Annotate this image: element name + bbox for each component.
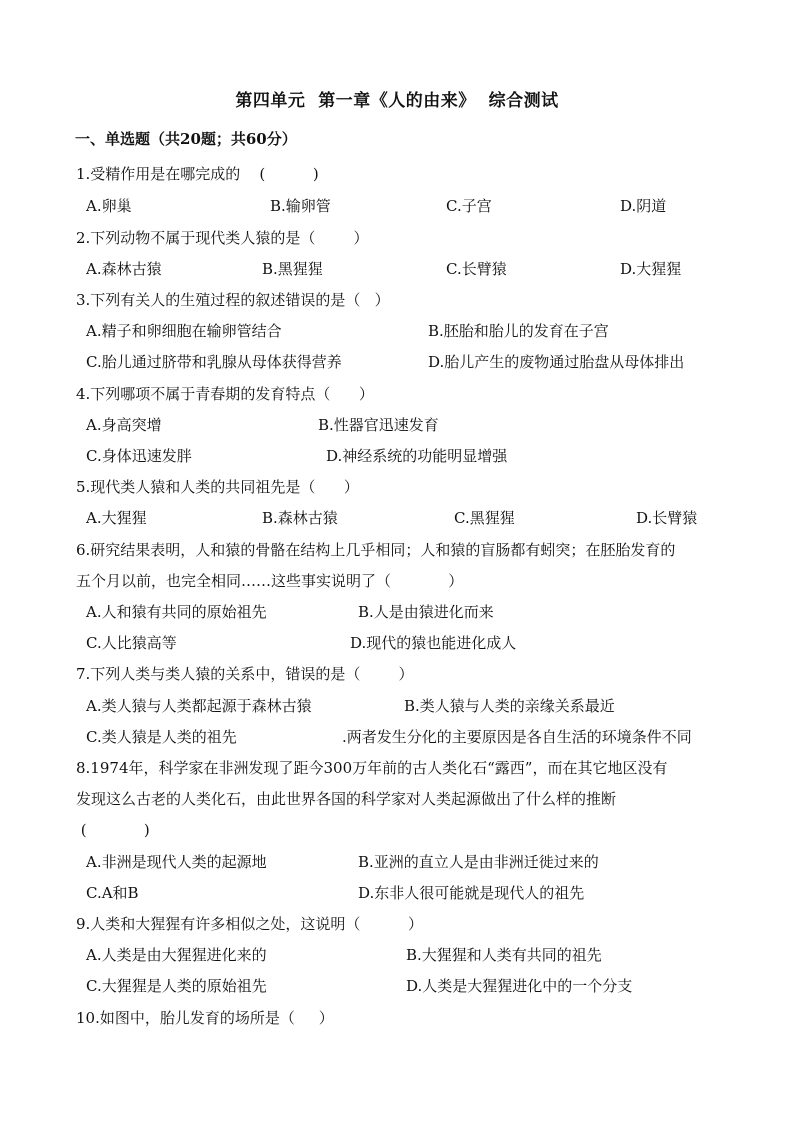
question-8-stem-line-3: ( ) xyxy=(76,821,150,839)
question-5-option-b: B.森林古猿 xyxy=(262,509,338,527)
question-1-stem: 1.受精作用是在哪完成的 ( ) xyxy=(76,165,319,183)
question-2-option-a: A.森林古猿 xyxy=(86,260,162,278)
question-1-option-b: B.输卵管 xyxy=(270,197,331,215)
question-7-option-d: .两者发生分化的主要原因是各自生活的环境条件不同 xyxy=(342,728,692,746)
question-7-stem: 7.下列人类与类人猿的关系中，错误的是（ ） xyxy=(76,665,414,683)
question-7-option-a: A.类人猿与人类都起源于森林古猿 xyxy=(86,697,312,715)
question-8-stem-line-1: 8.1974年，科学家在非洲发现了距今300万年前的古人类化石“露西”，而在其它地区没有 xyxy=(76,759,668,777)
question-2-option-c: C.长臂猿 xyxy=(446,260,507,278)
question-8-option-c: C.A和B xyxy=(86,884,139,902)
question-2-option-b: B.黑猩猩 xyxy=(262,260,323,278)
question-4-option-a: A.身高突增 xyxy=(86,416,162,434)
question-3-stem: 3.下列有关人的生殖过程的叙述错误的是（ ） xyxy=(76,291,390,309)
question-6-stem-line-2: 五个月以前，也完全相同……这些事实说明了（ ） xyxy=(76,572,464,590)
page-title: 第四单元 第一章《人的由来》 综合测试 xyxy=(235,91,559,111)
question-1-option-c: C.子宫 xyxy=(446,197,492,215)
question-7-option-b: B.类人猿与人类的亲缘关系最近 xyxy=(404,697,615,715)
question-2-option-d: D.大猩猩 xyxy=(620,260,682,278)
question-4-option-d: D.神经系统的功能明显增强 xyxy=(326,447,508,465)
question-7-option-c: C.类人猿是人类的祖先 xyxy=(86,728,237,746)
section-heading: 一、单选题（共20题；共60分） xyxy=(75,130,297,148)
question-2-stem: 2.下列动物不属于现代类人猿的是（ ） xyxy=(76,229,369,247)
question-9-stem: 9.人类和大猩猩有许多相似之处，这说明（ ） xyxy=(76,915,423,933)
question-1-option-a: A.卵巢 xyxy=(86,197,132,215)
question-6-option-c: C.人比猿高等 xyxy=(86,634,177,652)
question-3-option-a: A.精子和卵细胞在输卵管结合 xyxy=(86,322,282,340)
question-4-stem: 4.下列哪项不属于青春期的发育特点（ ） xyxy=(76,385,374,403)
question-8-option-a: A.非洲是现代人类的起源地 xyxy=(86,853,267,871)
question-4-option-c: C.身体迅速发胖 xyxy=(86,447,192,465)
question-5-option-d: D.长臂猿 xyxy=(636,509,698,527)
question-1-option-d: D.阴道 xyxy=(620,197,667,215)
question-5-stem: 5.现代类人猿和人类的共同祖先是（ ） xyxy=(76,478,359,496)
question-3-option-c: C.胎儿通过脐带和乳腺从母体获得营养 xyxy=(86,353,342,371)
question-9-option-c: C.大猩猩是人类的原始祖先 xyxy=(86,977,267,995)
question-6-option-d: D.现代的猿也能进化成人 xyxy=(350,634,517,652)
question-6-stem-line-1: 6.研究结果表明，人和猿的骨骼在结构上几乎相同；人和猿的盲肠都有蚓突；在胚胎发育的 xyxy=(76,541,676,559)
question-10-stem: 10.如图中，胎儿发育的场所是（ ） xyxy=(76,1009,334,1027)
question-3-option-b: B.胚胎和胎儿的发育在子宫 xyxy=(428,322,609,340)
question-5-option-a: A.大猩猩 xyxy=(86,509,147,527)
question-8-option-d: D.东非人很可能就是现代人的祖先 xyxy=(358,884,585,902)
question-9-option-b: B.大猩猩和人类有共同的祖先 xyxy=(406,946,602,964)
question-6-option-a: A.人和猿有共同的原始祖先 xyxy=(86,603,267,621)
question-9-option-d: D.人类是大猩猩进化中的一个分支 xyxy=(406,977,633,995)
question-8-option-b: B.亚洲的直立人是由非洲迁徙过来的 xyxy=(358,853,599,871)
question-8-stem-line-2: 发现这么古老的人类化石，由此世界各国的科学家对人类起源做出了什么样的推断 xyxy=(76,790,617,808)
question-3-option-d: D.胎儿产生的废物通过胎盘从母体排出 xyxy=(428,353,685,371)
question-4-option-b: B.性器官迅速发育 xyxy=(318,416,439,434)
question-6-option-b: B.人是由猿进化而来 xyxy=(358,603,494,621)
question-9-option-a: A.人类是由大猩猩进化来的 xyxy=(86,946,267,964)
question-5-option-c: C.黑猩猩 xyxy=(454,509,515,527)
